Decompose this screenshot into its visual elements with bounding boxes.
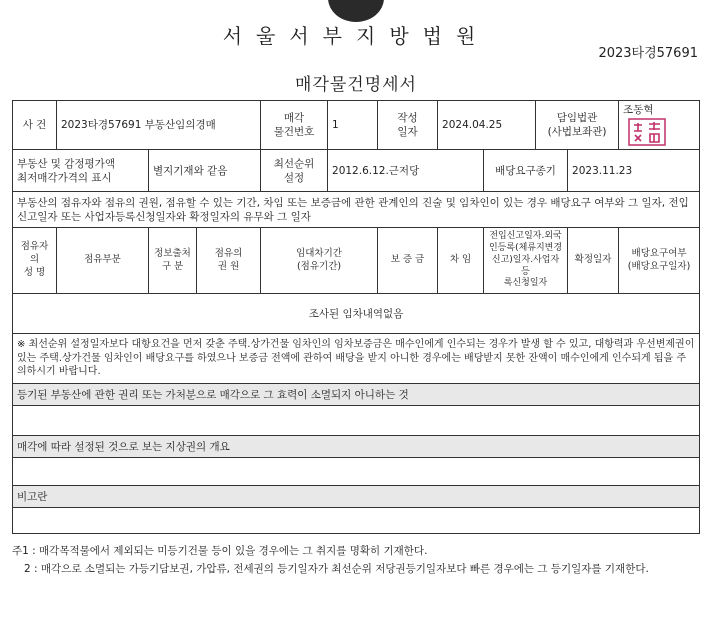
item-no-value: 1	[328, 101, 378, 150]
registered-rights-heading: 등기된 부동산에 관한 권리 또는 가처분으로 매각으로 그 효력이 소멸되지 아니하는 것	[13, 384, 700, 406]
header-occupant-name: 점유자의 성 명	[13, 228, 57, 294]
dividend-deadline-value: 2023.11.23	[568, 150, 700, 192]
footnotes	[12, 542, 702, 579]
header-deposit: 보 증 금	[378, 228, 438, 294]
case-number: 2023타경57691	[598, 46, 698, 61]
written-date-value: 2024.04.25	[438, 101, 536, 150]
header-fixed-date: 확정일자	[568, 228, 619, 294]
header-move-in-date: 전입신고일자.외국 인등록(체류지변경 신고)일자.사업자등 록신청일자	[484, 228, 568, 294]
header-dividend-request: 배당요구여부 (배당요구일자)	[619, 228, 700, 294]
case-value: 2023타경57691 부동산임의경매	[57, 101, 261, 150]
footnote-1: 주1 : 매각목적물에서 제외되는 미등기건물 등이 있을 경우에는 그 취지를 명확히 기재한다.	[12, 545, 428, 557]
court-name: 서울서부지방법원	[222, 24, 490, 48]
senior-setting-value: 2012.6.12.근저당	[328, 150, 484, 192]
item-no-label: 매각 물건번호	[261, 101, 328, 150]
footnote-2: 2 : 매각으로 소멸되는 가등기담보권, 가압류, 전세권의 등기일자가 최선순위 저당권등기일자보다 빠른 경우에는 그 등기일자를 기재한다.	[24, 563, 649, 576]
auction-item-table	[12, 100, 700, 528]
judge-name: 조동혁	[623, 104, 654, 116]
written-date-label: 작성 일자	[378, 101, 438, 150]
judge-cell	[619, 101, 700, 150]
header-lease-period: 임대차기간 (점유기간)	[261, 228, 378, 294]
remarks-heading: 비고란	[13, 486, 700, 508]
warning-note: ※ 최선순위 설정일자보다 대항요건을 먼저 갖춘 주택.상가건물 임차인의 임차보증금은 매수인에게 인수되는 경우가 발생 할 수 있고, 대항력과 우선변제권이 있는 주택.상가건물 임차인이 배당요구를 하였으나 보증금 전액에 관하여 배당을 받지 아니한 경우에는 배당받지 못한 잔액이 매수인에게 인수되게 됨을 주의하시기 바랍니다.	[13, 334, 700, 384]
official-seal-stamp	[627, 117, 667, 147]
senior-setting-label: 최선순위 설정	[261, 150, 328, 192]
header-occupancy-title: 점유의 권 원	[197, 228, 261, 294]
occupancy-description: 부동산의 점유자와 점유의 권원, 점유할 수 있는 기간, 차임 또는 보증금에 관한 관계인의 진술 및 임차인이 있는 경우 배당요구 여부와 그 일자, 전입신고일자 또는 사업자등록신청일자와 확정일자의 유무와 그 일자	[13, 192, 700, 228]
hole-punch-mark	[328, 0, 384, 22]
header-rent: 차 임	[438, 228, 484, 294]
appraisal-value: 별지기재와 같음	[149, 150, 261, 192]
superficies-heading: 매각에 따라 설정된 것으로 보는 지상권의 개요	[13, 436, 700, 458]
superficies-content	[13, 458, 700, 486]
registered-rights-content	[13, 406, 700, 436]
dividend-deadline-label: 배당요구종기	[484, 150, 568, 192]
appraisal-label: 부동산 및 감정평가액 최저매각가격의 표시	[13, 150, 149, 192]
header-info-source: 정보출처 구 분	[149, 228, 197, 294]
document-title: 매각물건명세서	[295, 75, 417, 95]
no-tenant-record: 조사된 임차내역없음	[13, 294, 700, 334]
remarks-content	[13, 508, 700, 534]
judge-label: 담임법관 (사법보좌관)	[536, 101, 619, 150]
case-label: 사 건	[13, 101, 57, 150]
header-occupied-part: 점유부분	[57, 228, 149, 294]
